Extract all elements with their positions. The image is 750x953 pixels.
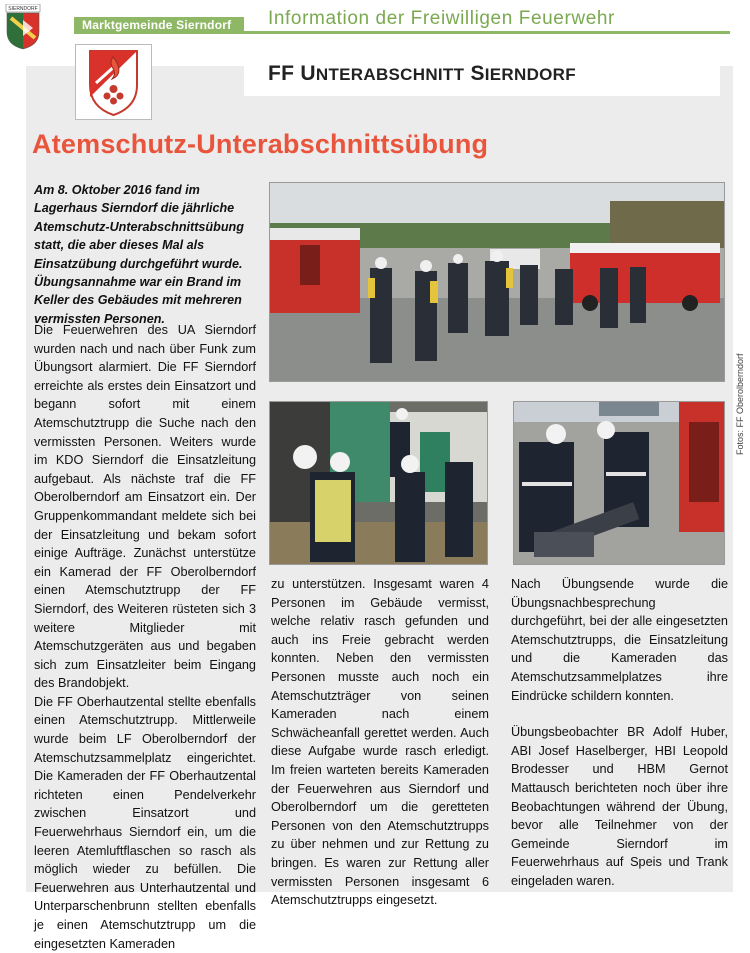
article-column-2 xyxy=(271,575,489,910)
header-rule xyxy=(244,31,730,34)
sierndorf-crest-icon xyxy=(5,4,41,50)
photo-exercise-site xyxy=(269,182,725,382)
photo-building-entrance xyxy=(269,401,488,565)
municipality-banner xyxy=(74,17,244,34)
paragraph: Die FF Oberhautzental stellte ebenfalls einen Atemschutztrupp. Mittlerweile wurde beim LF Oberolberndorf der Atemschutzsammelplatz eingerichtet. Die Kameraden der FF Oberhautzental richteten einen Pendelverkehr zwischen Einsatzort und Feuerwehrhaus Sierndorf ein, um die leeren Atemluftflaschen so rasch als möglich wieder zu befüllen. Die Feuerwehren aus Unterhautzental und Unterparschenbrunn stellten ebenfalls je einen Atemschutztrupp um die eingesetzten Kameraden xyxy=(34,694,256,951)
fire-brigade-crest-icon xyxy=(76,45,151,119)
article-lead: Am 8. Oktober 2016 fand im Lagerhaus Sierndorf die jährliche Atemschutz-Unterabschnittsübung statt, die aber dieses Mal als Einsatzübung durchgeführt wurde. Übungsannahme war ein Brand im Keller des Gebäudes mit mehreren vermissten Personen. xyxy=(34,183,244,326)
paragraph: Die Feuerwehren des UA Sierndorf wurden nach und nach über Funk zum Übungsort alarmiert. Die FF Sierndorf erreichte als erstes dein Einsatzort und begann sofort mit einem Atemschutztrupp die Suche nach den vermissten Personen. Weiters wurde im KDO Sierndorf die Einsatzleitung aufgebaut. Als nächste traf die FF Oberolberndorf am Einsatzort ein. Der Gruppenkommandant meldete sich bei der Einsatzleitung und bekam sofort einige Aufträge. Zunächst unterstütze ein Kamerad der FF Oberolberndorf einen Atemschutztrupp der FF Sierndorf, des Weiteren rüsteten sich 3 weitere Mitglieder mit Atemschutzgeräten aus und begaben sich zum Einsatzleiter beim Eingang des Brandobjekt. xyxy=(34,323,256,691)
photo-rescue xyxy=(513,401,725,565)
municipality-name: Marktgemeinde Sierndorf xyxy=(82,18,232,32)
section-title: FF UNTERABSCHNITT SIERNDORF xyxy=(268,62,576,85)
svg-text:SIERNDORF: SIERNDORF xyxy=(8,6,38,12)
article-headline: Atemschutz-Unterabschnittsübung xyxy=(32,129,489,159)
paragraph: zu unterstützen. Insgesamt waren 4 Personen im Gebäude vermisst, welche relativ rasch gefunden und auch ins Freie gebracht werden konnten. Neben den vermissten Personen musste auch noch ein Atemschutzträger von seinen Kameraden nach einem Schwächeanfall gerettet werden. Auch diese Aufgabe wurde rasch erledigt. Im freien warteten bereits Kameraden der Feuerwehren aus Sierndorf und Oberolberndorf um die geretteten Personen von den Atemschutztrupps zu über nehmen und zur Rettung zu bringen. Es waren zur Rettung aller vermissten Personen insgesamt 6 Atemschutztrupps eingesetzt. xyxy=(271,577,489,908)
paragraph: Nach Übungsende wurde die Übungsnachbesprechung durchgeführt, bei der alle eingesetzten Atemschutztrupps, die Einsatzleitung und die Kameraden das Atemschutzsammelplatzes ihre Eindrücke schildern konnten. xyxy=(511,577,728,703)
info-title: Information der Freiwilligen Feuerwehr xyxy=(268,8,615,29)
article-column-1 xyxy=(34,321,256,953)
paragraph: Übungsbeobachter BR Adolf Huber, ABI Josef Haselberger, HBI Leopold Brodesser und HBM Gernot Mattausch berichteten noch über ihre Beobachtungen während der Übung, bevor alle Teilnehmer von der Gemeinde Sierndorf im Feuerwehrhaus auf Speis und Trank eingeladen waren. xyxy=(511,725,728,888)
fire-brigade-logo xyxy=(75,44,152,120)
article-column-3 xyxy=(511,575,728,891)
photo-credit: Fotos: FF Oberolberndorf xyxy=(735,353,745,455)
